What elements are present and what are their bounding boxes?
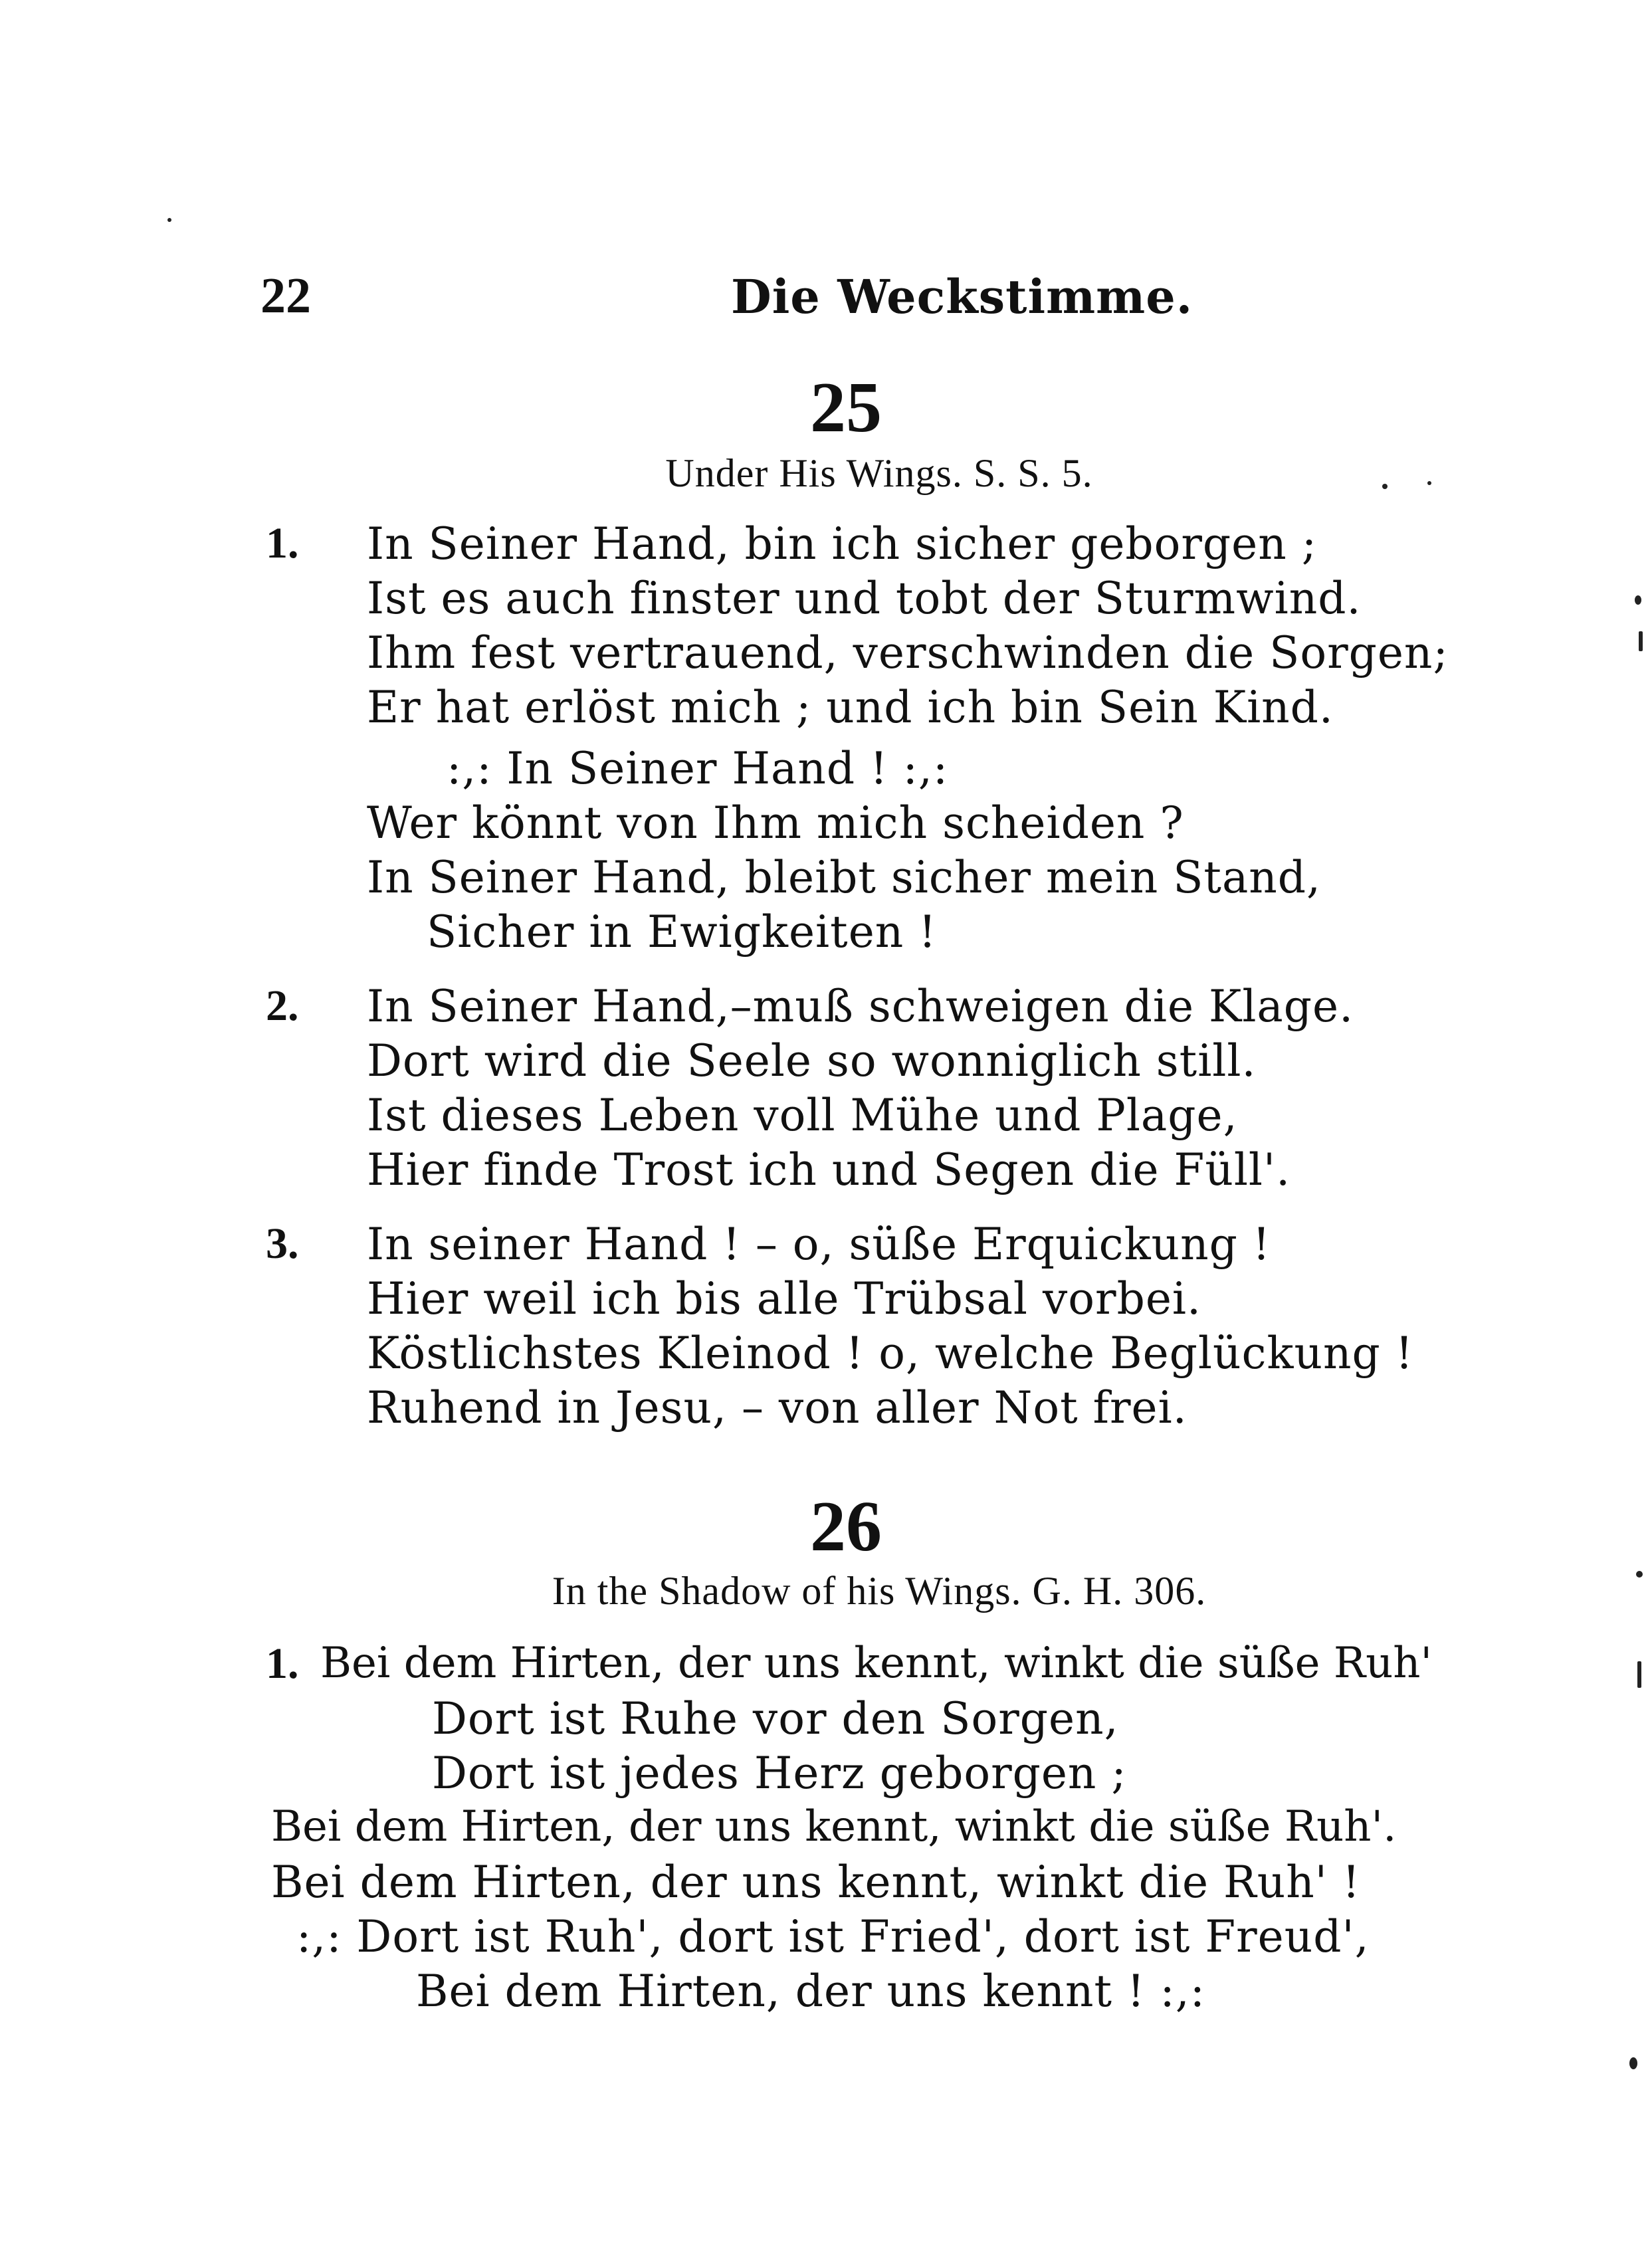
refrain-line: :,: In Seiner Hand ! :,: — [447, 743, 949, 794]
speck — [1629, 2057, 1637, 2069]
verse-line: Ist es auch finster und tobt der Sturmwind. — [367, 573, 1362, 624]
verse-line: Bei dem Hirten, der uns kennt, winkt die Ruh' ! — [271, 1857, 1361, 1908]
verse-line: Bei dem Hirten, der uns kennt ! :,: — [416, 1966, 1206, 2017]
verse-line: Ruhend in Jesu, – von aller Not frei. — [367, 1382, 1187, 1433]
hymn-number: 25 — [810, 368, 882, 447]
verse-line: Bei dem Hirten, der uns kennt, winkt die süße Ruh' — [320, 1639, 1433, 1688]
verse-line: In Seiner Hand, bin ich sicher geborgen ; — [367, 518, 1317, 569]
hymn-tune: Under His Wings. S. S. 5. — [665, 451, 1093, 495]
verse-line: Ist dieses Leben voll Mühe und Plage, — [367, 1090, 1238, 1141]
verse-line: Dort ist jedes Herz geborgen ; — [432, 1748, 1127, 1799]
speck — [1427, 481, 1431, 485]
verse-number: 3. — [266, 1219, 299, 1268]
verse-line: Köstlichstes Kleinod ! o, welche Beglückung ! — [367, 1328, 1414, 1379]
verse-line: Dort wird die Seele so wonniglich still. — [367, 1035, 1257, 1086]
hymn-tune: In the Shadow of his Wings. G. H. 306. — [552, 1569, 1207, 1613]
refrain-line: Sicher in Ewigkeiten ! — [427, 906, 937, 958]
speck — [1635, 595, 1641, 605]
verse-line: In seiner Hand ! – o, süße Erquickung ! — [367, 1219, 1271, 1270]
speck — [1382, 484, 1388, 489]
verse-line: In Seiner Hand,–muß schweigen die Klage. — [367, 981, 1354, 1032]
verse-line: Hier weil ich bis alle Trübsal vorbei. — [367, 1273, 1201, 1324]
speck — [1639, 631, 1643, 651]
verse-number: 1. — [266, 519, 299, 567]
running-title: Die Weckstimme. — [731, 269, 1193, 324]
verse-line: Ihm fest vertrauend, verschwinden die Sorgen; — [367, 627, 1449, 678]
verse-line: :,: Dort ist Ruh', dort ist Fried', dort ist Freud', — [296, 1911, 1370, 1962]
verse-line: Bei dem Hirten, der uns kennt, winkt die süße Ruh'. — [271, 1802, 1397, 1851]
verse-number: 1. — [266, 1639, 299, 1688]
verse-line: Er hat erlöst mich ; und ich bin Sein Kind. — [367, 682, 1334, 733]
hymn-number: 26 — [810, 1487, 882, 1566]
page-number: 22 — [260, 268, 311, 324]
speck — [167, 218, 171, 222]
speck — [1636, 1571, 1643, 1578]
verse-line: Dort ist Ruhe vor den Sorgen, — [432, 1693, 1119, 1744]
verse-number: 2. — [266, 981, 299, 1030]
refrain-line: Wer könnt von Ihm mich scheiden ? — [367, 797, 1184, 849]
speck — [1637, 1661, 1641, 1688]
verse-line: Hier finde Trost ich und Segen die Füll'. — [367, 1144, 1291, 1195]
refrain-line: In Seiner Hand, bleibt sicher mein Stand, — [367, 852, 1322, 903]
